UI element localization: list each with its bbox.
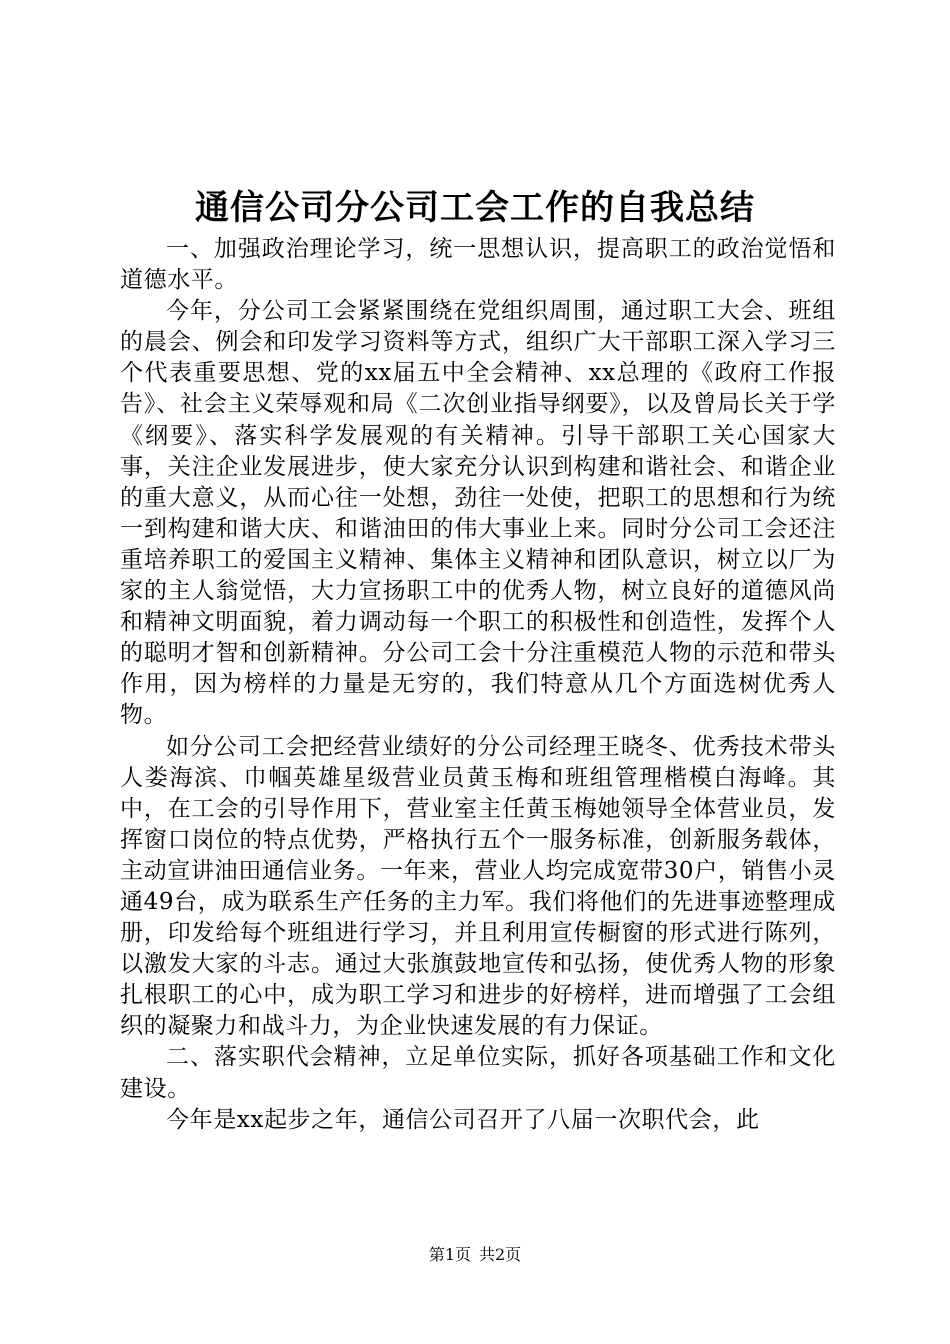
paragraph-2: 今年，分公司工会紧紧围绕在党组织周围，通过职工大会、班组的晨会、例会和印发学习资料等方式，组织广大干部职工深入学习三个代表重要思想、党的xx届五中全会精神、xx总理的《政府工作报告》、社会主义荣辱观和局《二次创业指导纲要》，以及曾局长关于学《纲要》、落实科学发展观的有关精神。引导干部职工关心国家大事，关注企业发展进步，使大家充分认识到构建和谐社会、和谐企业的重大意义，从而心往一处想，劲往一处使，把职工的思想和行为统一到构建和谐大庆、和谐油田的伟大事业上来。同时分公司工会还注重培养职工的爱国主义精神、集体主义精神和团队意识，树立以厂为家的主人翁觉悟，大力宣扬职工中的优秀人物，树立良好的道德风尚和精神文明面貌，着力调动每一个职工的积极性和创造性，发挥个人的聪明才智和创新精神。分公司工会十分注重模范人物的示范和带头作用，因为榜样的力量是无穷的，我们特意从几个方面选树优秀人物。: [120, 298, 836, 729]
paragraph-3: 如分公司工会把经营业绩好的分公司经理王晓冬、优秀技术带头人娄海滨、巾帼英雄星级营业员黄玉梅和班组管理楷模白海峰。其中，在工会的引导作用下，营业室主任黄玉梅她领导全体营业员，发挥窗口岗位的特点优势，严格执行五个一服务标准，创新服务载体，主动宣讲油田通信业务。一年来，营业人均完成宽带30户，销售小灵通49台，成为联系生产任务的主力军。我们将他们的先进事迹整理成册，印发给每个班组进行学习，并且利用宣传橱窗的形式进行陈列，以激发大家的斗志。通过大张旗鼓地宣传和弘扬，使优秀人物的形象扎根职工的心中，成为职工学习和进步的好榜样，进而增强了工会组织的凝聚力和战斗力，为企业快速发展的有力保证。: [120, 733, 836, 1040]
page-footer: [0, 1244, 950, 1266]
document-body: [120, 234, 836, 1136]
paragraph-4: 二、落实职代会精神，立足单位实际，抓好各项基础工作和文化建设。: [120, 1044, 836, 1102]
page-number-total: 共2页: [479, 1245, 522, 1264]
paragraph-5: 今年是xx起步之年，通信公司召开了八届一次职代会，此: [166, 1106, 760, 1133]
document-title: 通信公司分公司工会工作的自我总结: [195, 188, 755, 228]
paragraph-1: 一、加强政治理论学习，统一思想认识，提高职工的政治觉悟和道德水平。: [120, 236, 836, 294]
page-number-current: 第1页: [428, 1245, 471, 1264]
